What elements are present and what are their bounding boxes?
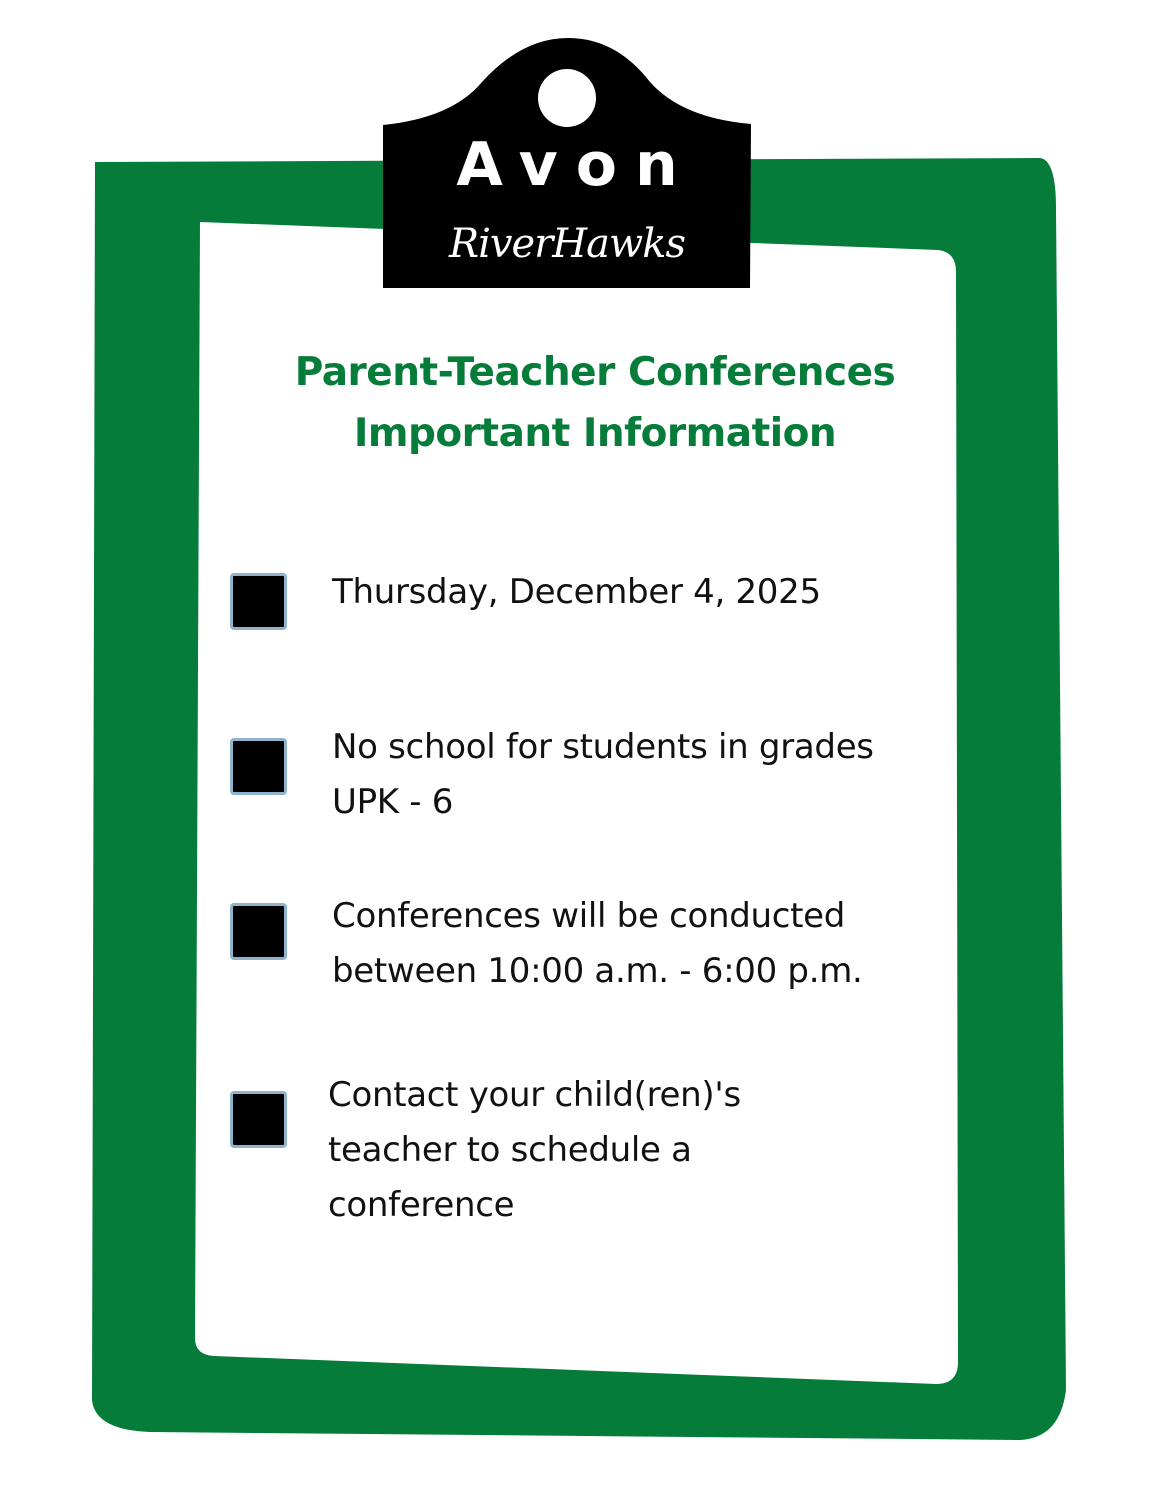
checklist-item-text — [332, 565, 912, 620]
checkbox-icon — [230, 1091, 287, 1148]
brand-name: Avon — [456, 130, 696, 200]
checklist-item-line: UPK - 6 — [332, 782, 454, 822]
checklist-item-text — [332, 720, 912, 830]
page-title-line-2: Important Information — [353, 411, 837, 456]
clipboard-clip-hole — [538, 69, 596, 127]
checklist-item-line: teacher to schedule a — [328, 1130, 692, 1170]
checkbox-icon — [230, 903, 287, 960]
checkbox-icon — [230, 738, 287, 795]
checklist-item-line: between 10:00 a.m. - 6:00 p.m. — [332, 951, 863, 991]
checklist-item-line: No school for students in grades — [332, 727, 874, 767]
brand-tagline: RiverHawks — [448, 221, 686, 267]
checklist-item-text — [328, 1068, 908, 1233]
checklist-item-line: Contact your child(ren)'s — [328, 1075, 741, 1115]
checkbox-icon — [230, 573, 287, 630]
checklist-item-text — [332, 889, 912, 999]
page-title-line-1: Parent-Teacher Conferences — [294, 350, 896, 395]
checklist-item-line: Conferences will be conducted — [332, 896, 846, 936]
page-title — [230, 342, 960, 464]
checklist-item-line: conference — [328, 1185, 515, 1225]
checklist-item-line: Thursday, December 4, 2025 — [332, 572, 821, 612]
